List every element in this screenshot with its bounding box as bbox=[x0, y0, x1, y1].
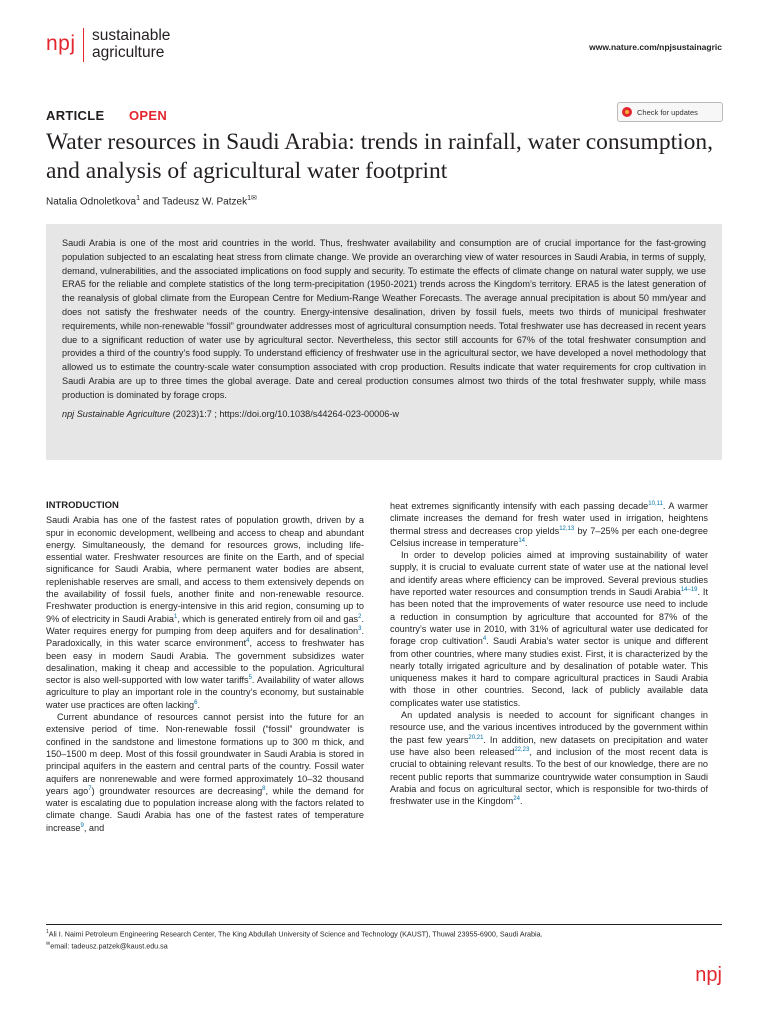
email-footnote bbox=[46, 939, 722, 951]
author-name[interactable]: Tadeusz W. Patzek bbox=[162, 196, 248, 208]
body-paragraph bbox=[390, 549, 708, 709]
reference-link[interactable]: 1 bbox=[173, 613, 178, 620]
paragraph-text: . bbox=[197, 699, 200, 710]
journal-name-line2: agriculture bbox=[92, 44, 165, 61]
abstract-text: Saudi Arabia is one of the most arid countries in the world. Thus, freshwater availability and consumption are of crucial importance for the fast-growing population subjected to an escalating heat stress from climate change. We provide an overarching view of water resources in Saudi Arabia, in terms of supply, demand, vulnerabilities, and the associated implications on food supply and security. To estimate the effects of climate change on natural water supply, we use ERA5 for the reliable and complete statistics of the long term-precipitation (1950-2021) trends across the Kingdom’s territory. ERA5 is the latest generation of the reanalysis of global climate from the European Centre for Medium-Range Weather Forecasts. The average annual precipitation is about 50 mm/year and does not satisfy the freshwater needs of the country. Energy-intensive desalination, driven by fossil fuels, meets two thirds of municipal freshwater requirements, while non-renewable “fossil” groundwater addresses most of agricultural consumption needs. Total freshwater use has decreased in recent years due to a significant reduction of water use by agricultural sector. Nevertheless, this sector still accounts for 67% of the total freshwater consumption and provides a third of the country’s food supply. To understand efficiency of freshwater use in the agricultural sector, we have developed a novel methodology that allowed us to estimate the country-scale water consumption associated with crop production. Results indicate that water requirements for crop cultivation in Saudi Arabia are up to three times the global average. Date and cereal production consumes almost two thirds of the total freshwater supply, while mass production is dominated by forage crops. bbox=[62, 238, 706, 400]
paragraph-text: , and inclusion of the most recent data is crucial to obtaining relevant results. To the best of our knowledge, there are no recent public reports that summarize countrywide water consumption in Saudi Arabia and focus on agricultural sector, which is responsible for two-thirds of freshwater use in the Kingdom bbox=[390, 746, 708, 807]
reference-link[interactable]: 4 bbox=[246, 638, 250, 645]
reference-link[interactable]: 6 bbox=[194, 699, 198, 706]
paragraph-text: . bbox=[525, 537, 528, 548]
article-type-label: ARTICLE bbox=[46, 108, 105, 123]
paragraph-text: ) groundwater resources are decreasing bbox=[91, 785, 263, 796]
check-for-updates-label: Check for updates bbox=[637, 107, 698, 117]
article-title: Water resources in Saudi Arabia: trends in rainfall, water consumption, and analysis of agricultural water footprint bbox=[46, 129, 714, 184]
paragraph-text: . It has been noted that the improvements of water resource use need to include a reduction in consumption by agriculture that accounted for 87% of the country’s water use in 2010, with 31% of agricultural water use dedicated for forage crop cultivation bbox=[390, 587, 708, 647]
paragraph-text: , access to freshwater has been easy in modern Saudi Arabia. The government subsidizes water desalination, making it cheap and accessible to the population. Agricultural sector is also well-supported with low water tariffs bbox=[46, 638, 365, 686]
paragraph-text: . A warmer climate increases the demand for fresh water used in irrigation, heightens thermal stress and decreases crop yields bbox=[390, 501, 708, 536]
reference-link[interactable]: 14–19 bbox=[680, 587, 698, 594]
mail-icon[interactable]: ✉ bbox=[251, 195, 257, 202]
reference-link[interactable]: 7 bbox=[88, 785, 92, 792]
paragraph-text: , while the demand for water is escalating due to population increase along with the factors related to climate change. Saudi Arabia has one of the fastest rates of temperature increase bbox=[46, 785, 364, 833]
body-column-left bbox=[46, 500, 364, 834]
email-link[interactable]: email: tadeusz.patzek@kaust.edu.sa bbox=[50, 941, 168, 951]
reference-link[interactable]: 8 bbox=[262, 785, 266, 792]
paragraph-text: heat extremes significantly intensify with each passing decade bbox=[390, 501, 649, 511]
author-conjunction: and bbox=[142, 196, 160, 208]
citation-doi[interactable]: (2023)1:7 ; https://doi.org/10.1038/s44264-023-00006-w bbox=[170, 408, 400, 419]
journal-url[interactable]: www.nature.com/npjsustainagric bbox=[589, 42, 722, 52]
affiliation-number: 1 bbox=[46, 929, 49, 935]
paragraph-text: , and bbox=[83, 822, 105, 833]
body-paragraph bbox=[390, 500, 708, 549]
paragraph-text: Current abundance of resources cannot persist into the future for an extensive period of time. Non-renewable fossil (“fossil” groundwater is confined in the sandstone and limestone formations up to 300 m thick, and 150–1500 m deep. Most of this fossil groundwater in Saudi Arabia is stored in principal aquifers in the eastern and central parts of the country. Fossil water aquifers are nonrenewable and were formed approximately 10–32 thousand years ago bbox=[46, 712, 364, 796]
author-name[interactable]: Natalia Odnoletkova bbox=[46, 196, 137, 208]
paragraph-text: . bbox=[519, 796, 523, 807]
author-affiliation-mark[interactable]: 1 bbox=[247, 195, 251, 202]
paragraph-text: . Water requires energy for pumping from deep aquifers and for desalination bbox=[46, 613, 364, 636]
reference-link[interactable]: 14 bbox=[518, 537, 526, 544]
body-column-right bbox=[390, 500, 708, 807]
section-heading: INTRODUCTION bbox=[46, 500, 119, 511]
reference-link[interactable]: 12,13 bbox=[559, 525, 575, 532]
body-paragraph bbox=[46, 711, 364, 834]
citation-line bbox=[62, 408, 706, 422]
abstract-box bbox=[46, 224, 722, 460]
reference-link[interactable]: 5 bbox=[248, 675, 252, 682]
reference-link[interactable]: 22,23 bbox=[514, 746, 530, 753]
paragraph-text: In order to develop policies aimed at improving sustainability of water supply, it is crucial to evaluate current state of water use at the national level and identify areas where efficiency can be improved. Several previous studies have reported water resources and consumption trends in Saudi Arabia bbox=[390, 550, 708, 598]
journal-header bbox=[46, 26, 722, 66]
author-list bbox=[46, 194, 257, 207]
npj-footer-logo: npj bbox=[695, 964, 722, 986]
affiliation-text: Ali I. Naimi Petroleum Engineering Research Center, The King Abdullah University of Science and Technology (KAUST), Thuwal 23955-6900, Saudi Arabia. bbox=[48, 929, 543, 939]
citation-journal: npj Sustainable Agriculture bbox=[62, 408, 171, 419]
affiliation-footnote bbox=[46, 927, 722, 939]
mail-icon: ✉ bbox=[46, 941, 51, 948]
paragraph-text: An updated analysis is needed to account for significant changes in resource use, and the various incentives introduced by the government within the past few years bbox=[390, 710, 708, 745]
footnote-divider bbox=[46, 924, 722, 925]
reference-link[interactable]: 4 bbox=[482, 636, 487, 643]
paragraph-text: . Paradoxically, in this water scarce environment bbox=[46, 625, 364, 649]
body-paragraph bbox=[46, 514, 364, 711]
paragraph-text: . Saudi Arabia’s water sector is unique and different from other countries, where many studies exist. First, it is characterized by the nearly totally irrigated agriculture and by desalination of potable water. This uniqueness makes it hard to compare agricultural practices in Saudi Arabia with those in other countries. Second, lack of publicly available data complicates water use statistics. bbox=[390, 636, 708, 708]
paragraph-text: by 7–25% per each one-degree Celsius increase in temperature bbox=[390, 525, 708, 548]
logo-divider bbox=[83, 28, 84, 62]
npj-logo[interactable]: npj bbox=[46, 32, 76, 55]
crossmark-icon bbox=[622, 107, 632, 117]
open-access-label: OPEN bbox=[129, 108, 168, 123]
reference-link[interactable]: 20,21 bbox=[468, 734, 484, 741]
author-affiliation-mark[interactable]: 1 bbox=[136, 195, 140, 202]
reference-link[interactable]: 9 bbox=[80, 822, 84, 829]
reference-link[interactable]: 10,11 bbox=[648, 500, 663, 507]
reference-link[interactable]: 2 bbox=[358, 613, 362, 620]
check-for-updates-button[interactable] bbox=[617, 102, 723, 122]
reference-link[interactable]: 24 bbox=[513, 796, 520, 803]
paragraph-text: . Availability of water allows agriculture to play an important role in the country’s economy, but sustainable water use practices are often lacking bbox=[46, 675, 364, 710]
journal-name-line1: sustainable bbox=[92, 27, 171, 44]
paragraph-text: . In addition, new datasets on precipitation and water use have also been released bbox=[390, 734, 708, 757]
paragraph-text: , which is generated entirely from oil and gas bbox=[177, 613, 359, 624]
reference-link[interactable]: 3 bbox=[358, 625, 362, 632]
journal-name bbox=[92, 27, 170, 61]
footnotes bbox=[46, 927, 722, 952]
body-paragraph bbox=[390, 709, 708, 807]
paragraph-text: Saudi Arabia has one of the fastest rates of population growth, driven by a spur in economic development, wellbeing and access to cheap and abundant energy. Simultaneously, the demand for resources grows, including life-essential water. Freshwater resources are finite on the Earth, and of special significance for Saudi Arabia, where permanent water bodies are absent, replenishable reserves are small, and access to them extensively depends on the availability of fossil fuels, another finite and non-renewable resource. Freshwater production is energy-intensive in this arid region, consuming up to 9% of electricity in Saudi Arabia bbox=[46, 515, 364, 624]
